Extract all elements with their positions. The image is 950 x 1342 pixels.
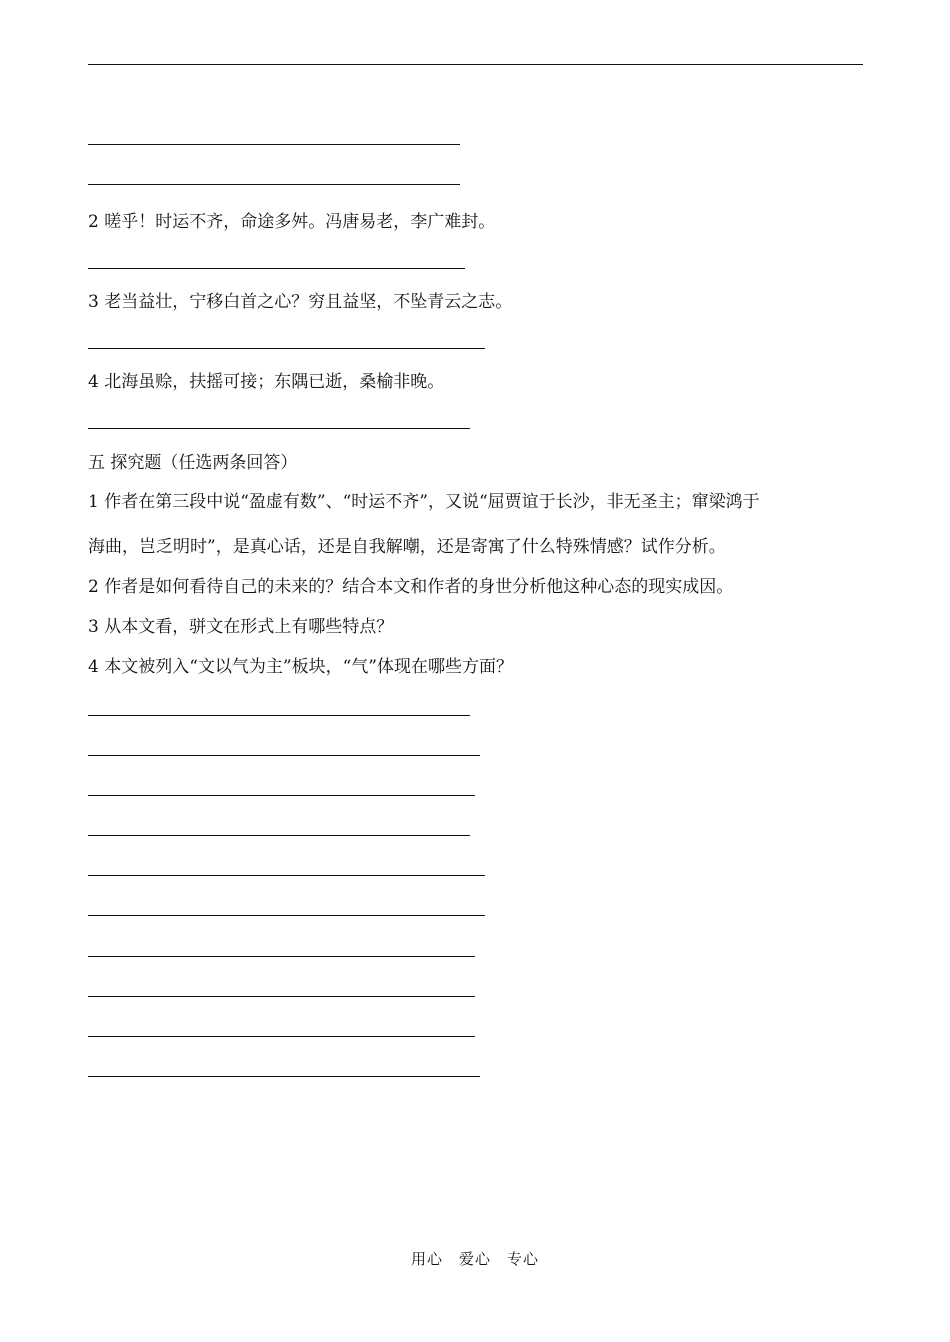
question-3: 3 老当益壮，宁移白首之心？穷且益坚，不坠青云之志。	[88, 292, 513, 312]
question-2: 2 嗟乎！时运不齐，命途多舛。冯唐易老，李广难封。	[88, 212, 496, 232]
page-footer: 用心 爱心 专心	[410, 1250, 539, 1268]
answer-line	[88, 835, 470, 836]
inquiry-question-4: 4 本文被列入“文以气为主”板块，“气”体现在哪些方面？	[88, 657, 513, 677]
answer-line	[88, 268, 465, 269]
answer-line	[88, 956, 475, 957]
inquiry-question-1-continued: 海曲，岂乏明时”，是真心话，还是自我解嘲，还是寄寓了什么特殊情感？试作分析。	[88, 537, 726, 557]
answer-line	[88, 1036, 475, 1037]
answer-line	[88, 1076, 480, 1077]
answer-line	[88, 184, 460, 185]
answer-line	[88, 915, 485, 916]
inquiry-question-1: 1 作者在第三段中说“盈虚有数”、“时运不齐”，又说“屈贾谊于长沙，非无圣主；窜梁鸿于	[88, 492, 760, 512]
answer-line	[88, 715, 470, 716]
answer-line	[88, 348, 485, 349]
answer-line	[88, 875, 485, 876]
answer-line	[88, 755, 480, 756]
section-heading: 五 探究题（任选两条回答）	[88, 453, 298, 473]
answer-line	[88, 996, 475, 997]
answer-line	[88, 795, 475, 796]
header-rule	[88, 64, 863, 65]
answer-line	[88, 144, 460, 145]
inquiry-question-3: 3 从本文看，骈文在形式上有哪些特点？	[88, 617, 394, 637]
answer-line	[88, 428, 470, 429]
question-4: 4 北海虽赊，扶摇可接；东隅已逝，桑榆非晚。	[88, 372, 445, 392]
inquiry-question-2: 2 作者是如何看待自己的未来的？结合本文和作者的身世分析他这种心态的现实成因。	[88, 577, 734, 597]
